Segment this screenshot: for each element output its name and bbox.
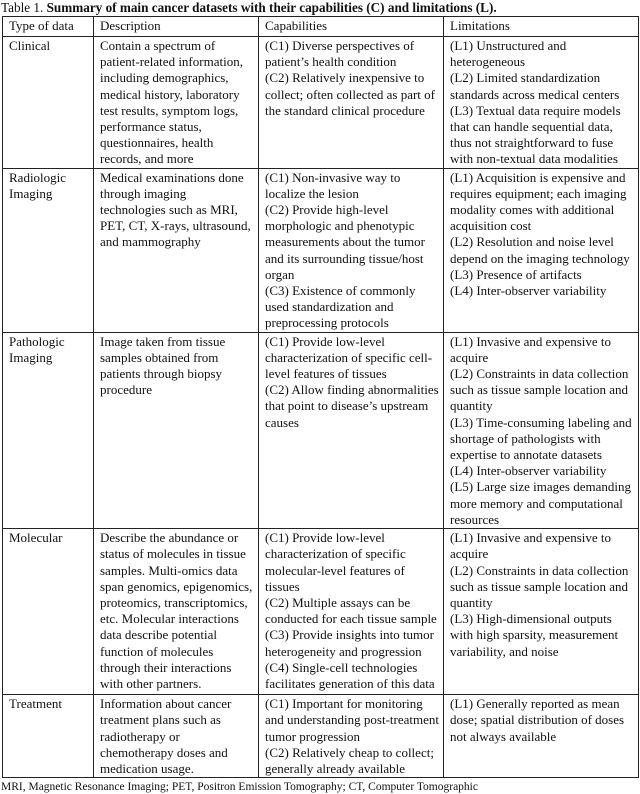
header-capabilities: Capabilities bbox=[259, 17, 444, 37]
limitation-item: (L3) Presence of artifacts bbox=[450, 266, 582, 282]
limitation-item: (L4) Inter-observer variability bbox=[450, 463, 607, 479]
table-row bbox=[3, 695, 639, 778]
header-limitations: Limitations bbox=[444, 17, 639, 37]
cell-capabilities bbox=[259, 695, 444, 778]
limitation-item: (L1) Acquisition is expensive and requires equipment; each imaging modality comes with additional acquisition cost bbox=[450, 169, 627, 234]
limitation-item: (L3) Textual data require models that can handle sequential data, thus not straightforward to fuse with non-textual data modalities bbox=[450, 102, 621, 167]
table-row bbox=[3, 168, 639, 332]
capability-item: (C2) Relatively cheap to collect; generally already available bbox=[265, 744, 434, 776]
cell-capabilities bbox=[259, 529, 444, 695]
cell-description: Image taken from tissue samples obtained from patients through biopsy procedure bbox=[94, 332, 259, 528]
limitation-item: (L3) Time-consuming labeling and shortage of pathologists with expertise to annotate datasets bbox=[450, 414, 632, 463]
capability-item: (C4) Single-cell technologies facilitates generation of this data bbox=[265, 659, 435, 691]
capability-item: (C1) Non-invasive way to localize the lesion bbox=[265, 169, 401, 201]
limitation-item: (L1) Invasive and expensive to acquire bbox=[450, 333, 612, 365]
cell-description: Information about cancer treatment plans such as radiotherapy or chemotherapy doses and medication usage. bbox=[94, 695, 259, 778]
header-description: Description bbox=[94, 17, 259, 37]
capability-item: (C2) Provide high-level morphologic and phenotypic measurements about the tumor and its surrounding tissue/host organ bbox=[265, 202, 425, 282]
limitation-item: (L5) Large size images demanding more memory and computational resources bbox=[450, 479, 631, 527]
capability-item: (C2) Allow finding abnormalities that point to disease’s upstream causes bbox=[265, 382, 439, 430]
header-type: Type of data bbox=[3, 17, 94, 37]
cell-type: Clinical bbox=[3, 37, 94, 169]
table-caption bbox=[1, 0, 638, 15]
cell-description: Medical examinations done through imaging technologies such as MRI, PET, CT, X-rays, ultrasound, and mammography bbox=[94, 168, 259, 332]
capability-item: (C3) Existence of commonly used standardization and preprocessing protocols bbox=[265, 283, 416, 331]
limitation-item: (L2) Constraints in data collection such as tissue sample location and quantity bbox=[450, 366, 629, 414]
limitation-item: (L2) Limited standardization standards across medical centers bbox=[450, 70, 620, 102]
table-footnote: MRI, Magnetic Resonance Imaging; PET, Positron Emission Tomography; CT, Computer Tomographic bbox=[1, 781, 478, 794]
limitation-item: (L2) Constraints in data collection such as tissue sample location and quantity bbox=[450, 562, 629, 610]
limitation-item: (L1) Invasive and expensive to acquire bbox=[450, 530, 612, 562]
cell-type: Molecular bbox=[3, 529, 94, 695]
cell-limitations bbox=[444, 168, 639, 332]
capability-item: (C1) Provide low-level characterization of specific molecular-level features of tissues bbox=[265, 530, 406, 594]
limitation-item: (L4) Inter-observer variability bbox=[450, 283, 607, 299]
table-row bbox=[3, 529, 639, 695]
caption-label: Table 1. bbox=[1, 0, 47, 15]
capability-item: (C1) Diverse perspectives of patient’s health condition bbox=[265, 38, 415, 70]
cell-limitations bbox=[444, 529, 639, 695]
capability-item: (C1) Important for monitoring and understanding post-treatment tumor progression bbox=[265, 696, 440, 744]
limitation-item: (L2) Resolution and noise level depend on the imaging technology bbox=[450, 234, 630, 266]
cell-limitations bbox=[444, 695, 639, 778]
table-row bbox=[3, 37, 639, 169]
cell-limitations bbox=[444, 37, 639, 169]
limitation-item: (L1) Generally reported as mean dose; spatial distribution of doses not always available bbox=[450, 696, 625, 744]
caption-title: Summary of main cancer datasets with their capabilities (C) and limitations (L). bbox=[46, 0, 497, 15]
cell-type: Treatment bbox=[3, 695, 94, 778]
table-row bbox=[3, 332, 639, 528]
capability-item: (C2) Multiple assays can be conducted for each tissue sample bbox=[265, 594, 437, 627]
cell-description: Describe the abundance or status of molecules in tissue samples. Multi-omics data span genomics, epigenomics, proteomics, transcriptomics, etc. Molecular interactions data describe potential function of molecules through their interactions with other partners. bbox=[94, 529, 259, 695]
capability-item: (C2) Relatively inexpensive to collect; often collected as part of the standard clinical procedure bbox=[265, 70, 436, 118]
cell-type: Radiologic Imaging bbox=[3, 168, 94, 332]
limitation-item: (L3) High-dimensional outputs with high sparsity, measurement variability, and noise bbox=[450, 611, 619, 659]
cell-description: Contain a spectrum of patient-related information, including demographics, medical history, laboratory test results, symptom logs, performance status, questionnaires, health records, and more bbox=[94, 37, 259, 169]
table-header-row bbox=[3, 17, 639, 37]
capability-item: (C3) Provide insights into tumor heterogeneity and progression bbox=[265, 627, 434, 659]
cell-capabilities bbox=[259, 168, 444, 332]
cell-capabilities bbox=[259, 332, 444, 528]
cancer-datasets-table bbox=[2, 16, 639, 778]
cell-capabilities bbox=[259, 37, 444, 169]
limitation-item: (L1) Unstructured and heterogeneous bbox=[450, 38, 567, 70]
cell-type: Pathologic Imaging bbox=[3, 332, 94, 528]
capability-item: (C1) Provide low-level characterization of specific cell-level features of tissues bbox=[265, 333, 433, 382]
cell-limitations bbox=[444, 332, 639, 528]
